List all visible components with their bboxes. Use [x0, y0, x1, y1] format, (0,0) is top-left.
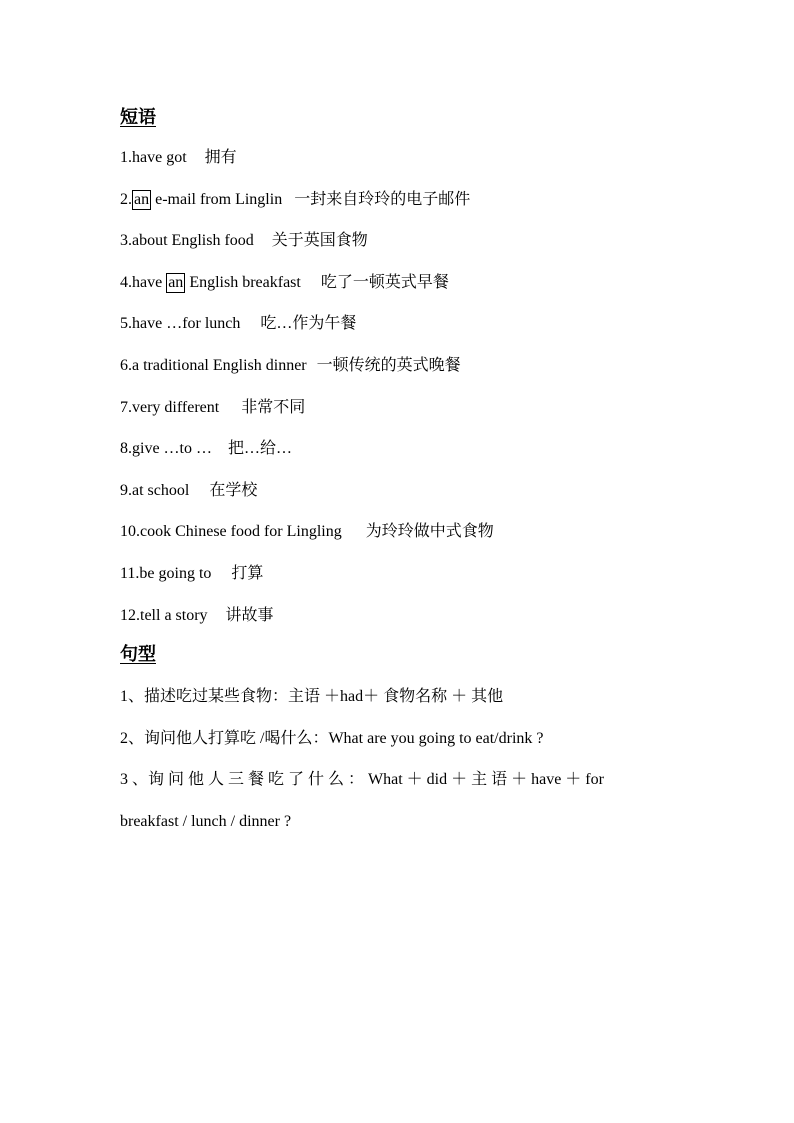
sentence-pattern-3: 3 、询 问 他 人 三 餐 吃 了 什 么 ： What ＋ did ＋ 主 语 ＋ have ＋ for — [120, 771, 604, 789]
phrase-chinese: 为玲玲做中式食物 — [365, 523, 494, 541]
phrase-english: 3.about English food — [120, 232, 254, 250]
phrase-chinese: 把…给… — [228, 440, 293, 458]
phrase-chinese: 吃了一顿英式早餐 — [320, 273, 449, 291]
sentences-heading: 句型 — [120, 643, 156, 664]
phrase-item-7 — [120, 397, 680, 419]
phrase-english: 8.give …to … — [120, 440, 212, 458]
phrase-item-4 — [120, 272, 680, 294]
sentence-pattern-1: 1、描述吃过某些食物：主语 ＋had＋ 食物名称 ＋ 其他 — [120, 688, 504, 706]
phrase-item-12 — [120, 605, 680, 627]
phrase-english: 12.tell a story — [120, 606, 208, 624]
phrase-chinese: 讲故事 — [225, 606, 274, 624]
phrase-chinese: 吃…作为午餐 — [260, 315, 357, 333]
boxed-article: an — [168, 273, 184, 291]
sentence-pattern-3-continued: breakfast / lunch / dinner ? — [120, 812, 292, 830]
phrase-chinese: 关于英国食物 — [271, 232, 368, 250]
phrase-english: 11.be going to — [120, 564, 212, 582]
phrase-english: 1.have got — [120, 149, 187, 166]
phrase-english-rest: English breakfast — [185, 273, 301, 291]
phrase-english: 7.very different — [120, 398, 220, 416]
phrase-item-6 — [120, 355, 680, 377]
phrase-english-rest: e-mail from Linglin — [151, 190, 283, 208]
phrase-english: 10.cook Chinese food for Lingling — [120, 523, 342, 541]
phrase-item-8 — [120, 438, 680, 460]
phrase-chinese: 非常不同 — [241, 398, 306, 416]
phrase-chinese: 打算 — [231, 564, 264, 582]
phrase-english: 5.have …for lunch — [120, 315, 241, 333]
phrase-item-3 — [120, 230, 680, 252]
phrase-chinese: 一顿传统的英式晚餐 — [316, 356, 461, 374]
phrase-chinese: 拥有 — [204, 149, 237, 166]
phrase-item-5 — [120, 313, 680, 335]
sentence-pattern-2: 2、询问他人打算吃 /喝什么：What are you going to eat/drink ? — [120, 729, 544, 747]
phrase-item-1 — [120, 147, 680, 169]
boxed-article: an — [134, 190, 150, 208]
phrase-english-prefix: 4.have — [120, 273, 167, 291]
phrase-item-10 — [120, 521, 680, 543]
phrase-english: 6.a traditional English dinner — [120, 356, 307, 374]
phrase-item-2 — [120, 189, 680, 211]
sentence-patterns — [120, 686, 680, 833]
phrase-item-9 — [120, 480, 680, 502]
phrase-english: 9.at school — [120, 481, 190, 499]
phrase-english-prefix: 2. — [120, 190, 132, 208]
worksheet-content — [120, 104, 680, 833]
phrase-item-11 — [120, 563, 680, 585]
phrase-chinese: 在学校 — [209, 481, 258, 499]
phrase-chinese: 一封来自玲玲的电子邮件 — [294, 190, 471, 208]
phrases-heading: 短语 — [120, 107, 156, 127]
